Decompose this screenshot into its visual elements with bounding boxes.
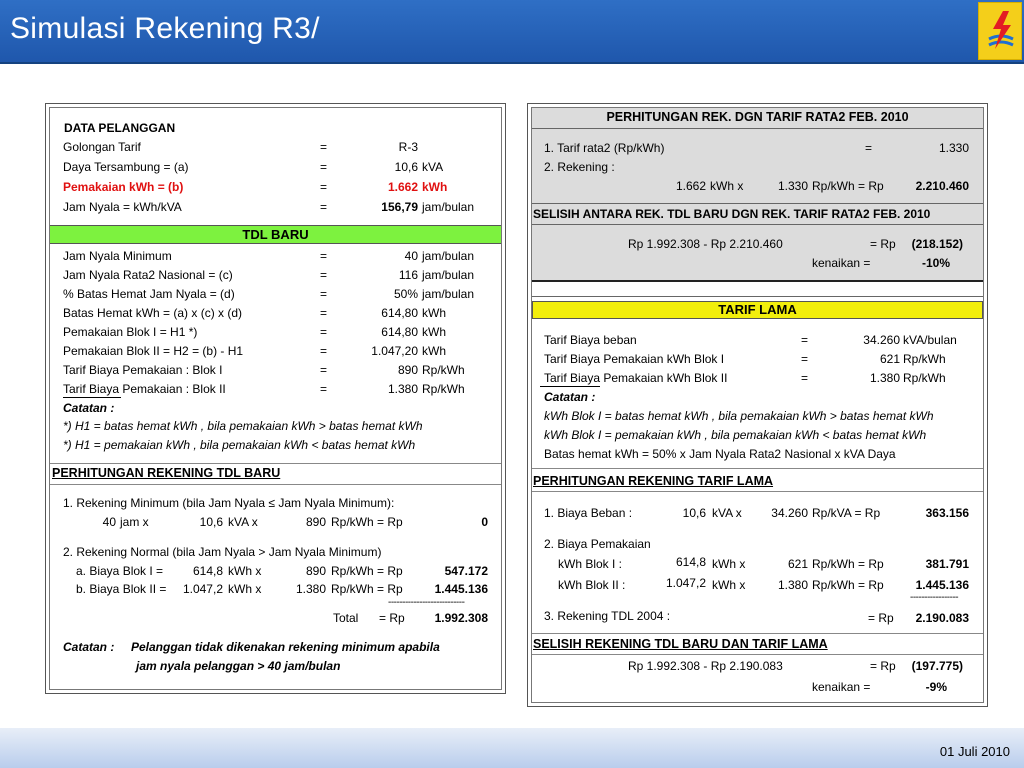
dp-eq: = [320,200,328,214]
tdl-row-label: Pemakaian Blok I = H1 *) [63,325,198,339]
tarif-lama-row-unit: Rp/kWh [903,371,946,385]
perhitungan-tarif-lama-title: PERHITUNGAN REKENING TARIF LAMA [533,474,774,488]
dp-label: Jam Nyala = kWh/kVA [63,200,182,214]
dp-label-pemakaian: Pemakaian kWh = (b) [63,180,184,194]
tdl-row-label: Batas Hemat kWh = (a) x (c) x (d) [63,306,243,320]
dp-label: Daya Tersambung = (a) [63,160,189,174]
blok1-kwh-unit: kWh x [228,564,262,578]
lama-blok1-total: 381.791 [925,557,969,571]
dp-unit: kVA [422,160,444,174]
tdl-row-label: Tarif Biaya Pemakaian : Blok II [63,382,226,396]
rata2-kwh-unit: kWh x [710,179,744,193]
tarif-lama-row-label: Tarif Biaya Pemakaian kWh Blok I [544,352,725,366]
tdl-row-unit: kWh [422,344,446,358]
dp-eq: = [320,160,328,174]
right-panel-perbandingan [527,103,988,707]
total-value: 1.992.308 [434,611,488,625]
divider [532,280,983,282]
tdl-row-eq: = [320,287,328,301]
dp-value: 156,79 [381,200,418,214]
tarif-rata2-eq: = [865,141,873,155]
selisih1-kenaikan-value: -10% [921,256,950,270]
selisih2-calc: Rp 1.992.308 - Rp 2.190.083 [628,659,783,673]
divider [532,654,983,655]
divider [532,296,983,297]
underline-mark [540,386,600,387]
selisih2-kenaikan-value: -9% [925,680,947,694]
dp-unit: jam/bulan [422,200,475,214]
rata2-tarif-unit: Rp/kWh = Rp [812,179,884,193]
blok2-kwh-unit: kWh x [228,582,262,596]
dp-value-pemakaian: 1.662 [387,180,418,194]
underline-mark [63,397,121,398]
selisih2-value: (197.775) [911,659,963,673]
lama-blok1-kwh: 614,8 [675,555,706,569]
blok1-kwh: 614,8 [192,564,223,578]
tdl-row-unit: Rp/kWh [422,382,465,396]
tarif-rata2-value: 1.330 [938,141,969,155]
tdl-row-unit: kWh [422,306,446,320]
blok2-tarif-unit: Rp/kWh = Rp [331,582,403,596]
lama-blok1-kwh-unit: kWh x [712,557,746,571]
tarif-lama-row-value: 1.380 [869,371,900,385]
sum-dashes: --------------------------- [388,597,465,608]
tarif-lama-note: kWh Blok I = pemakaian kWh , bila pemakaian kWh < batas hemat kWh [544,428,927,442]
blok1-tarif-unit: Rp/kWh = Rp [331,564,403,578]
tarif-lama-row-eq: = [801,352,809,366]
biaya-pemakaian-title: 2. Biaya Pemakaian [544,537,651,551]
rekening-tdl-2004-eq: = Rp [868,611,894,625]
tdl-row-value: 890 [397,363,418,377]
tarif-lama-band [532,301,983,319]
blok2-kwh: 1.047,2 [182,582,223,596]
dp-unit-pemakaian: kWh [422,180,448,194]
tdl-row-unit: Rp/kWh [422,363,465,377]
divider [532,491,983,492]
tarif-rata2-label: 1. Tarif rata2 (Rp/kWh) [544,141,665,155]
blok2-total: 1.445.136 [434,582,488,596]
tdl-row-label: Jam Nyala Minimum [63,249,172,263]
tarif-lama-note: kWh Blok I = batas hemat kWh , bila pemakaian kWh > batas hemat kWh [544,409,934,423]
min-kva: 10,6 [199,515,223,529]
data-pelanggan-title: DATA PELANGGAN [64,121,176,135]
slide-footer [0,728,1024,768]
biaya-beban-label: 1. Biaya Beban : [544,506,633,520]
lama-blok2-tarif: 1.380 [777,578,808,592]
blok2-tarif: 1.380 [295,582,326,596]
tdl-row-unit: kWh [422,325,446,339]
catatan-label: Catatan : [63,640,115,654]
dp-eq: = [320,140,328,154]
blok1-tarif: 890 [305,564,326,578]
tdl-row-value: 1.380 [387,382,418,396]
rekening-normal-title: 2. Rekening Normal (bila Jam Nyala > Jam Nyala Minimum) [63,545,382,559]
lama-blok2-kwh: 1.047,2 [665,576,706,590]
min-jam: 40 [102,515,116,529]
tdl-row-label: % Batas Hemat Jam Nyala = (d) [63,287,235,301]
tarif-lama-row-unit: kVA/bulan [903,333,957,347]
selisih1-title: SELISIH ANTARA REK. TDL BARU DGN REK. TARIF RATA2 FEB. 2010 [533,207,931,221]
tdl-row-value: 116 [398,268,418,282]
beban-tarif: 34.260 [771,506,808,520]
dp-value: 10,6 [394,160,418,174]
lama-blok2-tarif-unit: Rp/kWh = Rp [812,578,884,592]
divider [50,484,501,485]
left-panel-tdl-baru [45,103,506,694]
tdl-row-label: Tarif Biaya Pemakaian : Blok I [63,363,223,377]
beban-kva: 10,6 [682,506,706,520]
min-tarif-unit: Rp/kWh = Rp [331,515,403,529]
pln-logo [978,2,1022,60]
dp-label: Golongan Tarif [63,140,141,154]
selisih1-value: (218.152) [911,237,963,251]
tdl-row-value: 614,80 [381,325,418,339]
selisih2-title: SELISIH REKENING TDL BARU DAN TARIF LAMA [533,637,828,651]
footer-date: 01 Juli 2010 [939,744,1010,759]
selisih2-eq: = Rp [870,659,896,673]
beban-tarif-unit: Rp/kVA = Rp [812,506,881,520]
tdl-row-unit: jam/bulan [422,268,475,282]
tdl-note: *) H1 = pemakaian kWh , bila pemakaian kWh < batas hemat kWh [63,438,416,452]
rata2-tarif: 1.330 [777,179,808,193]
tdl-row-eq: = [320,344,328,358]
lama-blok2-total: 1.445.136 [915,578,969,592]
tarif-lama-row-label: Tarif Biaya Pemakaian kWh Blok II [544,371,728,385]
rekening-tdl-2004-label: 3. Rekening TDL 2004 : [544,609,671,623]
dp-value: R-3 [398,140,418,154]
tdl-row-eq: = [320,363,328,377]
tdl-row-eq: = [320,306,328,320]
slide-title: Simulasi Rekening R3/ [10,12,320,45]
catatan-line1: Pelanggan tidak dikenakan rekening minimum apabila [131,640,440,654]
tdl-baru-band [50,225,501,244]
perhitungan-tdl-baru-title: PERHITUNGAN REKENING TDL BARU [52,466,281,480]
lama-blok2-label: kWh Blok II : [558,578,626,592]
tdl-catatan-title: Catatan : [63,401,115,415]
tdl-row-eq: = [320,325,328,339]
tdl-row-label: Pemakaian Blok II = H2 = (b) - H1 [63,344,244,358]
dp-eq: = [320,180,328,194]
slide-header [0,0,1024,64]
total-eq: = Rp [379,611,405,625]
blok1-label: a. Biaya Blok I = [76,564,164,578]
divider [532,224,983,225]
selisih1-kenaikan-label: kenaikan = [812,256,871,270]
catatan-line2: jam nyala pelanggan > 40 jam/bulan [136,659,341,673]
rekening-tdl-2004-value: 2.190.083 [915,611,969,625]
tarif-lama-title: TARIF LAMA [718,302,797,317]
tarif-lama-row-value: 34.260 [863,333,900,347]
tdl-row-eq: = [320,382,328,396]
divider [50,463,501,464]
tdl-row-eq: = [320,268,328,282]
beban-kva-unit: kVA x [712,506,742,520]
tdl-row-value: 50% [393,287,418,301]
tarif-lama-catatan-title: Catatan : [544,390,596,404]
batas-hemat-note: Batas hemat kWh = 50% x Jam Nyala Rata2 Nasional x kVA Daya [544,447,896,461]
rekening-minimum-title: 1. Rekening Minimum (bila Jam Nyala ≤ Jam Nyala Minimum): [63,496,395,510]
tarif-lama-row-value: 621 [879,352,900,366]
rata2-kwh: 1.662 [675,179,706,193]
blok1-total: 547.172 [444,564,488,578]
tdl-row-unit: jam/bulan [422,249,475,263]
divider [532,203,983,204]
lama-blok2-kwh-unit: kWh x [712,578,746,592]
tarif-lama-row-eq: = [801,371,809,385]
rekening-label: 2. Rekening : [544,160,615,174]
lama-blok1-tarif: 621 [787,557,808,571]
tdl-note: *) H1 = batas hemat kWh , bila pemakaian kWh > batas hemat kWh [63,419,423,433]
tdl-row-label: Jam Nyala Rata2 Nasional = (c) [63,268,233,282]
lightning-logo-icon [983,9,1019,55]
tarif-lama-row-unit: Rp/kWh [903,352,946,366]
min-tarif: 890 [305,515,326,529]
tdl-row-value: 614,80 [381,306,418,320]
min-jam-unit: jam x [120,515,149,529]
rata2-section-bg [532,108,983,280]
tdl-row-eq: = [320,249,328,263]
tdl-row-value: 40 [404,249,418,263]
lama-blok1-label: kWh Blok I : [558,557,623,571]
total-label: Total [333,611,359,625]
divider [532,633,983,634]
selisih2-kenaikan-label: kenaikan = [812,680,871,694]
beban-total: 363.156 [925,506,969,520]
blok2-label: b. Biaya Blok II = [76,582,167,596]
lama-blok1-tarif-unit: Rp/kWh = Rp [812,557,884,571]
tarif-lama-row-eq: = [801,333,809,347]
min-total: 0 [481,515,488,529]
rata2-title: PERHITUNGAN REK. DGN TARIF RATA2 FEB. 2010 [606,110,909,124]
selisih1-eq: = Rp [870,237,896,251]
divider [532,128,983,129]
divider [532,468,983,469]
min-kva-unit: kVA x [228,515,258,529]
tdl-baru-title: TDL BARU [242,227,309,242]
tarif-lama-row-label: Tarif Biaya beban [544,333,637,347]
tdl-row-value: 1.047,20 [371,344,418,358]
tdl-row-unit: jam/bulan [422,287,475,301]
rata2-total: 2.210.460 [915,179,969,193]
lama-sum-dashes: ----------------- [910,592,959,603]
selisih1-calc: Rp 1.992.308 - Rp 2.210.460 [628,237,783,251]
